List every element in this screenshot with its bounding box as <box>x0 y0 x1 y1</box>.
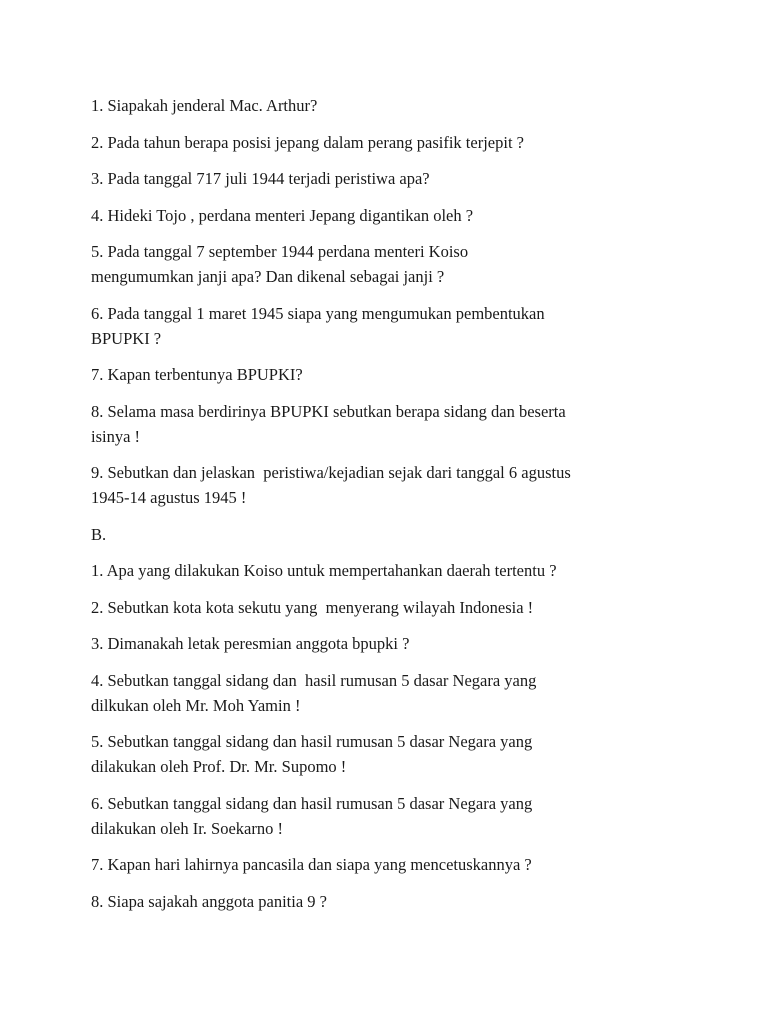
question-b6: 6. Sebutkan tanggal sidang dan hasil rumusan 5 dasar Negara yang dilakukan oleh Ir. Soekarno ! <box>91 793 533 838</box>
question-a8: 8. Selama masa berdirinya BPUPKI sebutkan berapa sidang dan beserta isinya ! <box>91 401 566 446</box>
question-b3: 3. Dimanakah letak peresmian anggota bpupki ? <box>91 634 410 653</box>
question-a2: 2. Pada tahun berapa posisi jepang dalam perang pasifik terjepit ? <box>91 132 524 152</box>
question-list <box>91 93 691 925</box>
question-b2: 2. Sebutkan kota kota sekutu yang menyerang wilayah Indonesia ! <box>91 597 534 617</box>
question-a5: 5. Pada tanggal 7 september 1944 perdana menteri Koiso mengumumkan janji apa? Dan dikenal sebagai janji ? <box>91 242 469 286</box>
question-a7: 7. Kapan terbentunya BPUPKI? <box>91 365 303 384</box>
question-b1: 1. Apa yang dilakukan Koiso untuk mempertahankan daerah tertentu ? <box>91 561 557 580</box>
question-a3: 3. Pada tanggal 717 juli 1944 terjadi peristiwa apa? <box>91 169 430 188</box>
question-b7: 7. Kapan hari lahirnya pancasila dan siapa yang mencetuskannya ? <box>91 855 532 874</box>
question-a1: 1. Siapakah jenderal Mac. Arthur? <box>91 96 318 115</box>
question-a9: 9. Sebutkan dan jelaskan peristiwa/kejadian sejak dari tanggal 6 agustus 1945-14 agustus 1945 ! <box>91 463 571 507</box>
question-b4: 4. Sebutkan tanggal sidang dan hasil rumusan 5 dasar Negara yang dilkukan oleh Mr. Moh Yamin ! <box>91 670 537 715</box>
question-a6: 6. Pada tanggal 1 maret 1945 siapa yang mengumukan pembentukan BPUPKI ? <box>91 303 545 348</box>
question-b8: 8. Siapa sajakah anggota panitia 9 ? <box>91 891 327 911</box>
question-b5: 5. Sebutkan tanggal sidang dan hasil rumusan 5 dasar Negara yang dilakukan oleh Prof. Dr. Mr. Supomo ! <box>91 732 533 776</box>
section-b-heading: B. <box>91 524 107 544</box>
question-a4: 4. Hideki Tojo , perdana menteri Jepang digantikan oleh ? <box>91 205 474 225</box>
